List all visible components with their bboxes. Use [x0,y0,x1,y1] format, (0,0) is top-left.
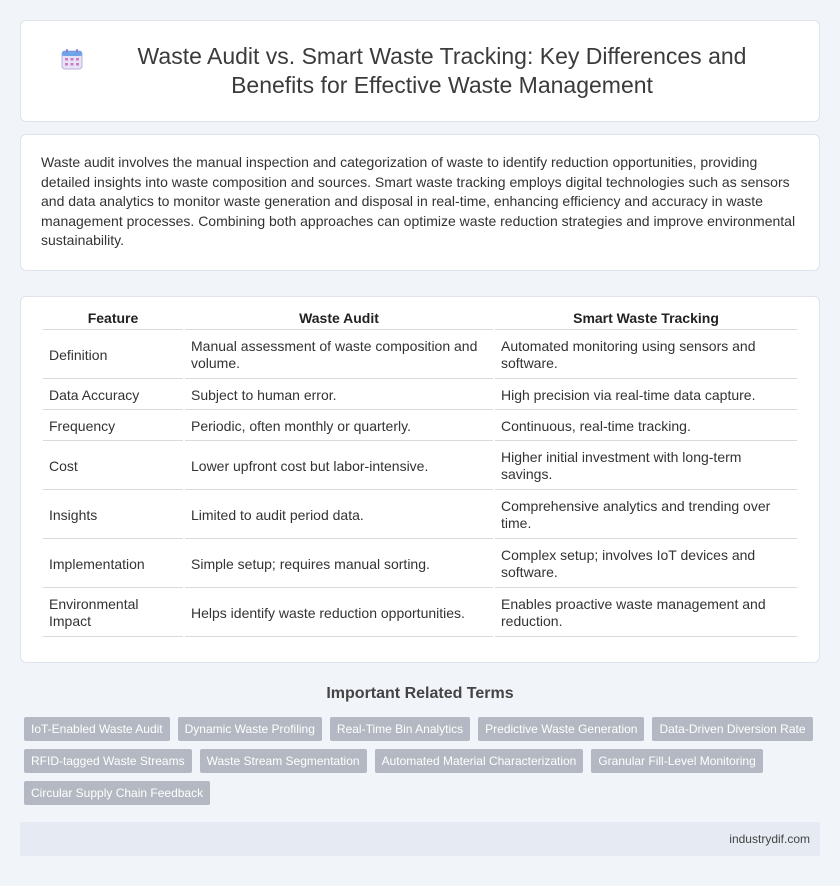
row-waste-audit: Manual assessment of waste composition and volume. [185,332,493,379]
table-row [43,590,797,637]
related-tag[interactable]: Granular Fill-Level Monitoring [591,749,762,773]
related-terms-tags [20,717,820,805]
row-feature: Cost [43,443,183,490]
row-smart-tracking: High precision via real-time data capture. [495,381,797,410]
related-tag[interactable]: Waste Stream Segmentation [200,749,367,773]
table-row [43,332,797,379]
related-tag[interactable]: Dynamic Waste Profiling [178,717,322,741]
related-tag[interactable]: Automated Material Characterization [375,749,584,773]
header-feature: Feature [43,307,183,330]
comparison-table [41,305,799,639]
row-smart-tracking: Higher initial investment with long-term savings. [495,443,797,490]
row-feature: Insights [43,492,183,539]
row-smart-tracking: Comprehensive analytics and trending over time. [495,492,797,539]
table-row [43,381,797,410]
related-tag[interactable]: Data-Driven Diversion Rate [652,717,812,741]
row-feature: Environmental Impact [43,590,183,637]
row-waste-audit: Helps identify waste reduction opportunities. [185,590,493,637]
page-title: Waste Audit vs. Smart Waste Tracking: Key Differences and Benefits for Effective Waste Management [137,43,747,98]
row-waste-audit: Subject to human error. [185,381,493,410]
row-feature: Implementation [43,541,183,588]
comparison-table-card [20,296,820,663]
table-row [43,412,797,441]
row-smart-tracking: Automated monitoring using sensors and software. [495,332,797,379]
row-waste-audit: Periodic, often monthly or quarterly. [185,412,493,441]
related-tag[interactable]: Circular Supply Chain Feedback [24,781,210,805]
table-row [43,443,797,490]
calendar-icon [61,48,83,70]
title-card [20,20,820,122]
header-smart-tracking: Smart Waste Tracking [495,307,797,330]
intro-card [20,134,820,271]
related-tag[interactable]: Predictive Waste Generation [478,717,644,741]
row-smart-tracking: Enables proactive waste management and reduction. [495,590,797,637]
footer [20,822,820,856]
related-tag[interactable]: IoT-Enabled Waste Audit [24,717,170,741]
row-waste-audit: Limited to audit period data. [185,492,493,539]
row-waste-audit: Lower upfront cost but labor-intensive. [185,443,493,490]
row-smart-tracking: Continuous, real-time tracking. [495,412,797,441]
row-smart-tracking: Complex setup; involves IoT devices and software. [495,541,797,588]
row-feature: Frequency [43,412,183,441]
table-row [43,541,797,588]
row-feature: Data Accuracy [43,381,183,410]
footer-site[interactable]: industrydif.com [729,832,810,846]
header-waste-audit: Waste Audit [185,307,493,330]
related-tag[interactable]: Real-Time Bin Analytics [330,717,470,741]
related-tag[interactable]: RFID-tagged Waste Streams [24,749,192,773]
row-feature: Definition [43,332,183,379]
row-waste-audit: Simple setup; requires manual sorting. [185,541,493,588]
table-row [43,492,797,539]
intro-text: Waste audit involves the manual inspection and categorization of waste to identify reduction opportunities, providing detailed insights into waste composition and sources. Smart waste tracking employs digital technologies such as sensors and data analytics to monitor waste generation and disposal in real-time, enhancing efficiency and accuracy in waste management processes. Combining both approaches can optimize waste reduction strategies and improve environmental sustainability. [41,154,796,249]
related-terms-title: Important Related Terms [326,685,514,702]
